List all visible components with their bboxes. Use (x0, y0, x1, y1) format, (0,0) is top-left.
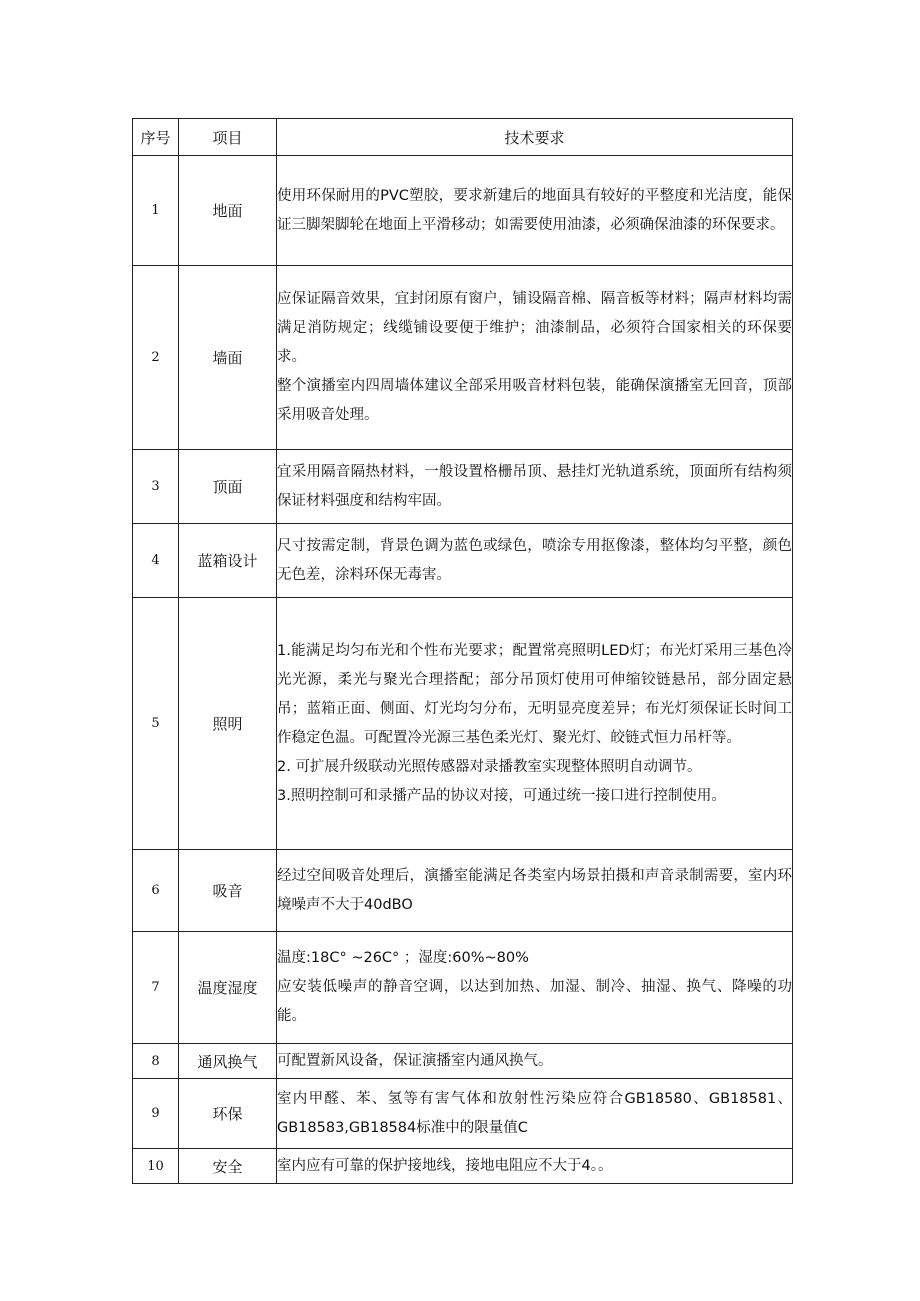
row-number: 7 (133, 932, 179, 1044)
header-req: 技术要求 (277, 119, 793, 156)
row-requirement (277, 1044, 793, 1079)
row-item: 蓝箱设计 (179, 524, 277, 598)
header-num: 序号 (133, 119, 179, 156)
row-number: 9 (133, 1079, 179, 1149)
row-requirement (277, 1149, 793, 1184)
requirement-paragraph: 宜采用隔音隔热材料，一般设置格栅吊顶、悬挂灯光轨道系统，顶面所有结构须保证材料强度和结构牢固。 (277, 463, 792, 509)
row-number: 2 (133, 266, 179, 450)
row-item: 温度湿度 (179, 932, 277, 1044)
requirement-paragraph: 2. 可扩展升级联动光照传感器对录播教室实现整体照明自动调节。 (277, 758, 702, 775)
requirement-paragraph: 室内应有可靠的保护接地线，接地电阻应不大于4。。 (277, 1157, 613, 1174)
table-row (133, 450, 793, 524)
row-item: 顶面 (179, 450, 277, 524)
row-number: 10 (133, 1149, 179, 1184)
requirement-paragraph: 温度:18C° ~26C° ；湿度:60%~80% (277, 950, 529, 966)
table-row (133, 1149, 793, 1184)
table-row (133, 1044, 793, 1079)
table-row (133, 524, 793, 598)
requirement-paragraph: 整个演播室内四周墙体建议全部采用吸音材料包装，能确保演播室无回音，顶部采用吸音处理。 (277, 378, 792, 423)
requirement-paragraph: 可配置新风设备，保证演播室内通风换气。 (277, 1052, 553, 1069)
requirement-paragraph: 1.能满足均匀布光和个性布光要求；配置常亮照明LED灯；布光灯采用三基色冷光光源，柔光与聚光合理搭配；部分吊顶灯使用可伸缩铰链悬吊，部分固定悬吊；蓝箱正面、侧面、灯光均匀分布，无明显亮度差异；布光灯须保证长时间工作稳定色温。可配置冷光源三基色柔光灯、聚光灯、皎链式恒力吊杆等。 (277, 642, 792, 746)
row-number: 5 (133, 598, 179, 850)
row-number: 8 (133, 1044, 179, 1079)
row-number: 4 (133, 524, 179, 598)
row-number: 6 (133, 850, 179, 932)
row-item: 墙面 (179, 266, 277, 450)
table-row (133, 266, 793, 450)
row-item: 环保 (179, 1079, 277, 1149)
row-requirement (277, 266, 793, 450)
row-requirement (277, 156, 793, 266)
requirement-paragraph: 应安装低噪声的静音空调，以达到加热、加湿、制冷、抽湿、换气、降噪的功能。 (277, 979, 792, 1024)
row-requirement (277, 850, 793, 932)
header-item: 项目 (179, 119, 277, 156)
table-row (133, 932, 793, 1044)
requirements-table (132, 118, 793, 1184)
row-item: 安全 (179, 1149, 277, 1184)
requirement-paragraph: 尺寸按需定制，背景色调为蓝色或绿色，喷涂专用抠像漆，整体均匀平整，颜色无色差，涂料环保无毒害。 (277, 537, 792, 583)
row-number: 1 (133, 156, 179, 266)
row-requirement (277, 932, 793, 1044)
row-requirement (277, 524, 793, 598)
row-requirement (277, 598, 793, 850)
requirement-paragraph: 3.照明控制可和录播产品的协议对接，可通过统一接口进行控制使用。 (277, 787, 726, 804)
row-item: 通风换气 (179, 1044, 277, 1079)
row-item: 吸音 (179, 850, 277, 932)
table-row (133, 850, 793, 932)
row-requirement (277, 1079, 793, 1149)
requirement-paragraph: 经过空间吸音处理后，演播室能满足各类室内场景拍摄和声音录制需要，室内环境噪声不大于40dBO (277, 867, 792, 913)
table-row (133, 598, 793, 850)
table-row (133, 156, 793, 266)
table-row (133, 1079, 793, 1149)
requirement-paragraph: 室内甲醛、苯、氢等有害气体和放射性污染应符合GB18580、GB18581、GB18583,GB18584标准中的限量值C (277, 1090, 792, 1136)
requirement-paragraph: 应保证隔音效果，宜封闭原有窗户，铺设隔音棉、隔音板等材料；隔声材料均需满足消防规定；线缆铺设要便于维护；油漆制品，必须符合国家相关的环保要求。 (277, 291, 792, 365)
header-row (133, 119, 793, 156)
row-item: 地面 (179, 156, 277, 266)
requirement-paragraph: 使用环保耐用的PVC塑胶，要求新建后的地面具有较好的平整度和光洁度，能保证三脚架脚轮在地面上平滑移动；如需要使用油漆，必须确保油漆的环保要求。 (277, 187, 792, 233)
row-number: 3 (133, 450, 179, 524)
row-item: 照明 (179, 598, 277, 850)
row-requirement (277, 450, 793, 524)
